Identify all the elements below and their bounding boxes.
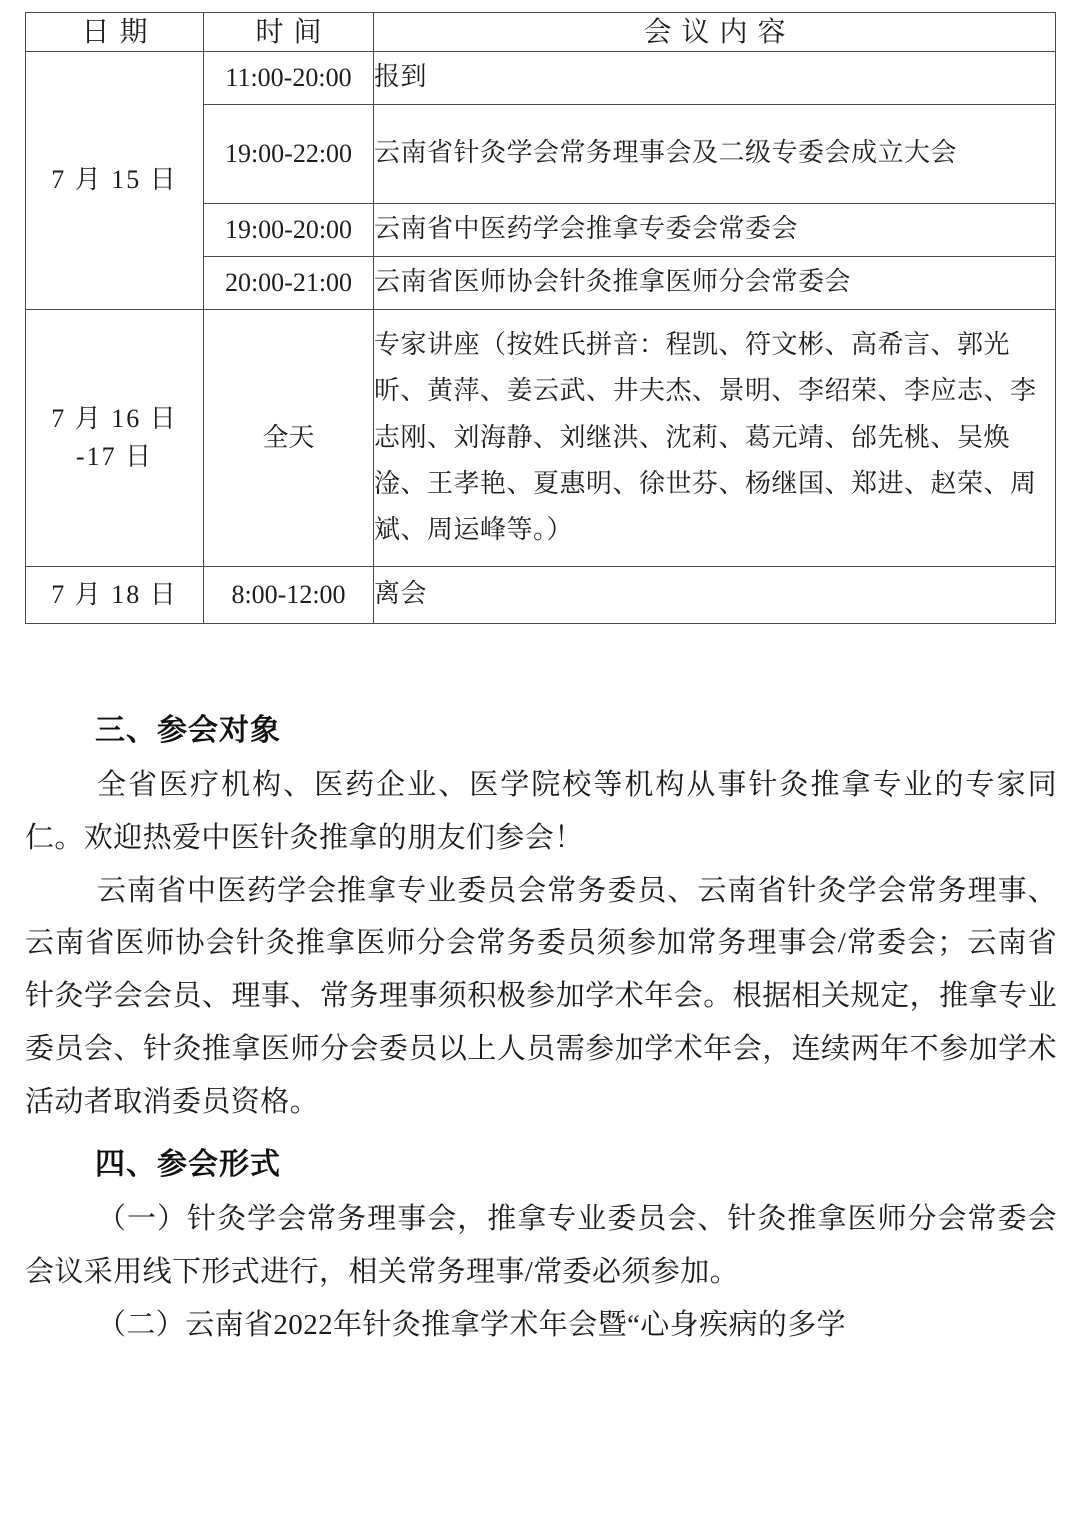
cell-time-departure: 8:00-12:00: [204, 566, 374, 623]
conference-schedule-table: [25, 12, 1056, 624]
table-row: [26, 51, 1056, 104]
column-header-date: 日期: [26, 13, 204, 52]
paragraph-format-item-two: （二）云南省2022年针灸推拿学术年会暨“心身疾病的多学: [97, 1308, 847, 1341]
cell-content-registration: 报到: [374, 51, 1056, 104]
column-header-content: 会议内容: [374, 13, 1056, 52]
paragraph-format-item-one: （一）针灸学会常务理事会，推拿专业委员会、针灸推拿医师分会常委会会议采用线下形式进行，相关常务理事/常委必须参加。: [25, 1203, 1057, 1289]
table-header: [26, 13, 1056, 52]
schedule-table-container: [25, 12, 1055, 624]
cell-content-tuina-committee: 云南省中医药学会推拿专委会常委会: [374, 203, 1056, 256]
cell-time-council: 19:00-22:00: [204, 104, 374, 203]
section-heading-format: 四、参会形式: [95, 1147, 281, 1183]
date-line-primary: 7 月 16 日: [51, 404, 178, 434]
cell-content-departure: 离会: [374, 566, 1056, 623]
paragraph-participants-scope: 全省医疗机构、医药企业、医学院校等机构从事针灸推拿专业的专家同仁。欢迎热爱中医针灸推拿的朋友们参会！: [25, 769, 1057, 854]
date-line-secondary: -17 日: [75, 441, 154, 471]
column-header-time: 时间: [204, 13, 374, 52]
section-heading-participants: 三、参会对象: [95, 713, 281, 748]
cell-date-jul15: 7 月 15 日: [26, 51, 204, 309]
cell-time-allday: 全天: [204, 309, 374, 566]
cell-date-jul16-17: [26, 309, 204, 566]
cell-time-physician-branch: 20:00-21:00: [204, 256, 374, 309]
cell-content-council: 云南省针灸学会常务理事会及二级专委会成立大会: [374, 104, 1056, 203]
cell-time-registration: 11:00-20:00: [204, 51, 374, 104]
paragraph-attendance-requirements: 云南省中医药学会推拿专业委员会常务委员、云南省针灸学会常务理事、云南省医师协会针灸推拿医师分会常务委员须参加常务理事会/常委会；云南省针灸学会会员、理事、常务理事须积极参加学术年会。根据相关规定，推拿专业委员会、针灸推拿医师分会委员以上人员需参加学术年会，连续两年不参加学术活动者取消委员资格。: [25, 874, 1057, 1118]
cell-time-tuina-committee: 19:00-20:00: [204, 203, 374, 256]
document-body: [25, 694, 1057, 1352]
table-row: [26, 309, 1056, 566]
table-row: [26, 566, 1056, 623]
cell-content-physician-branch: 云南省医师协会针灸推拿医师分会常委会: [374, 256, 1056, 309]
table-body: [26, 51, 1056, 623]
table-header-row: [26, 13, 1056, 52]
cell-content-expert-lectures: 专家讲座（按姓氏拼音：程凯、符文彬、高希言、郭光昕、黄萍、姜云武、井夫杰、景明、李绍荣、李应志、李志刚、刘海静、刘继洪、沈莉、葛元靖、邰先桃、吴焕淦、王孝艳、夏惠明、徐世芬、杨继国、郑进、赵荣、周斌、周运峰等。）: [374, 309, 1056, 566]
cell-date-jul18: 7 月 18 日: [26, 566, 204, 623]
